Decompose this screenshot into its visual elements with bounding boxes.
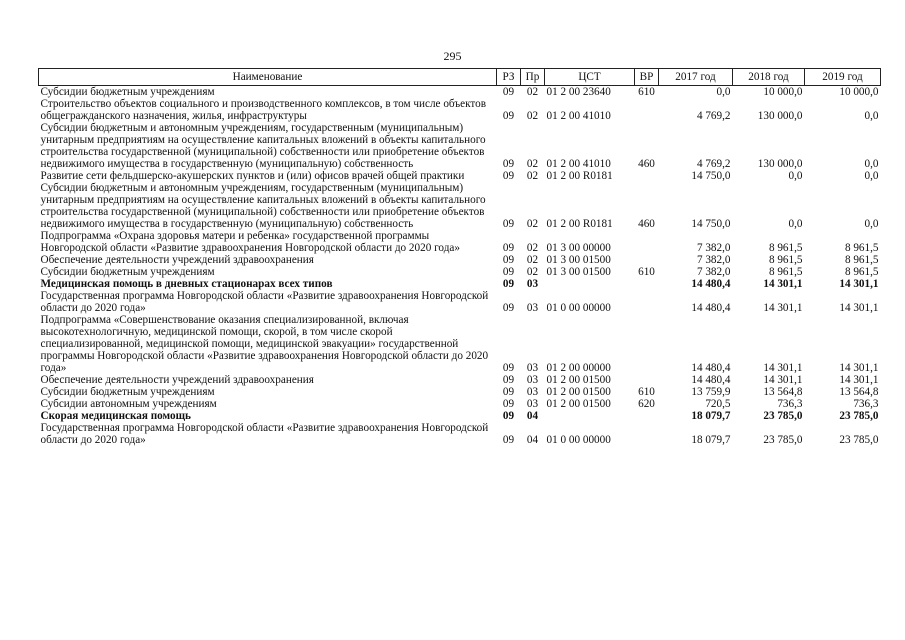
row-value-2019: 14 301,1 [839, 278, 879, 290]
row-value-2017: 14 480,4 [691, 302, 731, 314]
row-vr [635, 254, 659, 266]
row-vr: 610 [638, 266, 655, 278]
row-rz: 09 [502, 374, 515, 386]
row-cst [545, 278, 635, 290]
row-value-2017: 14 480,4 [691, 374, 731, 386]
row-value-2019: 13 564,8 [839, 386, 879, 398]
row-name: Субсидии бюджетным и автономным учреждениям, государственным (муниципальным) унитарным предприятиям на осуществление капитальных вложений в объекты капитального строительства государственной (муниципальной) собственности или приобретение объектов недвижимого имущества в государственную (муниципальную) собственность [40, 122, 486, 170]
row-vr [635, 422, 659, 446]
row-pr: 02 [526, 254, 539, 266]
row-value-2018: 10 000,0 [763, 86, 803, 98]
row-value-2019: 23 785,0 [839, 434, 879, 446]
row-vr [635, 98, 659, 122]
page-number: 295 [443, 49, 462, 63]
table-row [39, 266, 881, 278]
row-pr: 03 [526, 278, 539, 290]
row-cst: 01 2 00 R0181 [546, 218, 613, 230]
row-cst: 01 0 00 00000 [546, 434, 611, 446]
table-row [39, 254, 881, 266]
row-pr: 03 [526, 386, 539, 398]
row-value-2018: 736,3 [777, 398, 803, 410]
header-vr: ВР [635, 69, 659, 86]
row-cst: 01 0 00 00000 [546, 302, 611, 314]
row-rz: 09 [502, 218, 515, 230]
row-name: Обеспечение деятельности учреждений здравоохранения [40, 374, 314, 386]
row-value-2019: 0,0 [864, 158, 879, 170]
row-vr [635, 374, 659, 386]
row-rz: 09 [502, 170, 515, 182]
table-row [39, 386, 881, 398]
row-value-2018: 14 301,1 [763, 362, 803, 374]
row-cst: 01 2 00 41010 [546, 110, 611, 122]
table-body [39, 86, 881, 447]
table-row [39, 314, 881, 374]
row-vr: 620 [638, 398, 655, 410]
row-value-2019: 8 961,5 [844, 242, 879, 254]
table-row [39, 122, 881, 170]
row-vr: 610 [638, 386, 655, 398]
row-pr: 04 [526, 410, 539, 422]
row-name: Подпрограмма «Совершенствование оказания специализированной, включая высокотехнологичную, медицинской помощи, скорой, в том числе скорой специализированной, медицинской помощи, медицинской эвакуации» государственной программы Новгородской области «Развитие здравоохранения Новгородской области до 2020 года» [40, 314, 489, 374]
row-pr: 02 [526, 170, 539, 182]
row-vr [635, 290, 659, 314]
row-name: Строительство объектов социального и производственного комплексов, в том числе объектов общегражданского назначения, жилья, инфраструктуры [40, 98, 486, 122]
row-vr: 610 [638, 86, 655, 98]
row-value-2019: 8 961,5 [844, 254, 879, 266]
row-value-2019: 14 301,1 [839, 302, 879, 314]
table-row [39, 278, 881, 290]
row-rz: 09 [502, 410, 515, 422]
row-vr [635, 170, 659, 182]
row-pr: 02 [526, 218, 539, 230]
row-pr: 03 [526, 362, 539, 374]
row-value-2018: 0,0 [788, 218, 803, 230]
row-value-2018: 14 301,1 [763, 302, 803, 314]
row-cst: 01 2 00 R0181 [546, 170, 613, 182]
row-pr: 04 [526, 434, 539, 446]
row-cst: 01 2 00 41010 [546, 158, 611, 170]
row-rz: 09 [502, 86, 515, 98]
row-pr: 02 [526, 86, 539, 98]
row-value-2017: 4 769,2 [696, 110, 731, 122]
row-pr: 02 [526, 266, 539, 278]
row-vr: 460 [638, 158, 655, 170]
row-rz: 09 [502, 386, 515, 398]
table-row [39, 290, 881, 314]
row-value-2017: 7 382,0 [696, 266, 731, 278]
row-value-2017: 18 079,7 [691, 434, 731, 446]
row-value-2017: 7 382,0 [696, 254, 731, 266]
row-cst: 01 2 00 00000 [546, 362, 611, 374]
row-name: Субсидии бюджетным и автономным учреждениям, государственным (муниципальным) унитарным предприятиям на осуществление капитальных вложений в объекты капитального строительства государственной (муниципальной) собственности или приобретение объектов недвижимого имущества в государственную (муниципальную) собственность [40, 182, 486, 230]
row-rz: 09 [502, 434, 515, 446]
row-value-2018: 14 301,1 [763, 278, 803, 290]
row-value-2019: 10 000,0 [839, 86, 879, 98]
row-value-2018: 23 785,0 [763, 434, 803, 446]
table-row [39, 182, 881, 230]
row-name: Медицинская помощь в дневных стационарах всех типов [40, 278, 333, 290]
row-rz: 09 [502, 242, 515, 254]
row-cst: 01 3 00 00000 [546, 242, 611, 254]
row-name: Субсидии бюджетным учреждениям [40, 86, 215, 98]
table-row [39, 422, 881, 446]
row-value-2018: 8 961,5 [768, 254, 803, 266]
row-rz: 09 [502, 266, 515, 278]
row-value-2019: 736,3 [853, 398, 879, 410]
row-value-2017: 13 759,9 [691, 386, 731, 398]
row-value-2017: 720,5 [705, 398, 731, 410]
row-cst: 01 3 00 01500 [546, 266, 611, 278]
row-rz: 09 [502, 110, 515, 122]
row-name: Подпрограмма «Охрана здоровья матери и ребенка» государственной программы Новгородской области «Развитие здравоохранения Новгородской области до 2020 года» [40, 230, 460, 254]
row-pr: 03 [526, 302, 539, 314]
table-row [39, 98, 881, 122]
table-row [39, 86, 881, 99]
row-rz: 09 [502, 278, 515, 290]
row-pr: 03 [526, 374, 539, 386]
row-vr: 460 [638, 218, 655, 230]
row-value-2017: 18 079,7 [691, 410, 731, 422]
header-2018: 2018 год [733, 69, 805, 86]
row-value-2017: 14 480,4 [691, 278, 731, 290]
row-rz: 09 [502, 158, 515, 170]
row-name: Государственная программа Новгородской области «Развитие здравоохранения Новгородской области до 2020 года» [40, 290, 489, 314]
header-pr: Пр [521, 69, 545, 86]
row-vr [635, 230, 659, 254]
row-value-2019: 14 301,1 [839, 374, 879, 386]
row-value-2019: 0,0 [864, 110, 879, 122]
table-row [39, 170, 881, 182]
row-pr: 02 [526, 242, 539, 254]
row-value-2017: 7 382,0 [696, 242, 731, 254]
row-value-2018: 13 564,8 [763, 386, 803, 398]
row-value-2019: 0,0 [864, 170, 879, 182]
table-row [39, 374, 881, 386]
row-name: Субсидии бюджетным учреждениям [40, 386, 215, 398]
row-value-2018: 14 301,1 [763, 374, 803, 386]
header-2019: 2019 год [805, 69, 881, 86]
row-name: Субсидии бюджетным учреждениям [40, 266, 215, 278]
row-rz: 09 [502, 254, 515, 266]
row-pr: 02 [526, 110, 539, 122]
row-value-2018: 8 961,5 [768, 266, 803, 278]
row-rz: 09 [502, 398, 515, 410]
row-value-2018: 130 000,0 [757, 158, 803, 170]
row-value-2019: 0,0 [864, 218, 879, 230]
row-name: Развитие сети фельдшерско-акушерских пунктов и (или) офисов врачей общей практики [40, 170, 465, 182]
header-name: Наименование [39, 69, 497, 86]
header-row [39, 69, 881, 86]
row-name: Скорая медицинская помощь [40, 410, 191, 422]
header-cst: ЦСТ [545, 69, 635, 86]
row-vr [635, 314, 659, 374]
row-name: Субсидии автономным учреждениям [40, 398, 217, 410]
row-pr: 03 [526, 398, 539, 410]
row-value-2019: 23 785,0 [839, 410, 879, 422]
row-value-2018: 130 000,0 [757, 110, 803, 122]
row-cst: 01 2 00 01500 [546, 386, 611, 398]
row-value-2019: 14 301,1 [839, 362, 879, 374]
row-cst [545, 410, 635, 422]
row-pr: 02 [526, 158, 539, 170]
row-value-2018: 23 785,0 [763, 410, 803, 422]
row-vr [635, 278, 659, 290]
row-cst: 01 2 00 01500 [546, 374, 611, 386]
header-2017: 2017 год [659, 69, 733, 86]
row-value-2018: 0,0 [788, 170, 803, 182]
table-row [39, 410, 881, 422]
header-rz: РЗ [497, 69, 521, 86]
row-value-2017: 14 750,0 [691, 170, 731, 182]
table-row [39, 230, 881, 254]
row-cst: 01 2 00 23640 [546, 86, 611, 98]
row-value-2017: 4 769,2 [696, 158, 731, 170]
row-name: Государственная программа Новгородской области «Развитие здравоохранения Новгородской области до 2020 года» [40, 422, 489, 446]
row-vr [635, 410, 659, 422]
row-value-2019: 8 961,5 [844, 266, 879, 278]
row-name: Обеспечение деятельности учреждений здравоохранения [40, 254, 314, 266]
row-rz: 09 [502, 302, 515, 314]
row-value-2017: 14 750,0 [691, 218, 731, 230]
row-cst: 01 2 00 01500 [546, 398, 611, 410]
row-rz: 09 [502, 362, 515, 374]
table-row [39, 398, 881, 410]
row-value-2017: 14 480,4 [691, 362, 731, 374]
row-cst: 01 3 00 01500 [546, 254, 611, 266]
row-value-2017: 0,0 [716, 86, 731, 98]
budget-table [38, 68, 881, 446]
row-value-2018: 8 961,5 [768, 242, 803, 254]
